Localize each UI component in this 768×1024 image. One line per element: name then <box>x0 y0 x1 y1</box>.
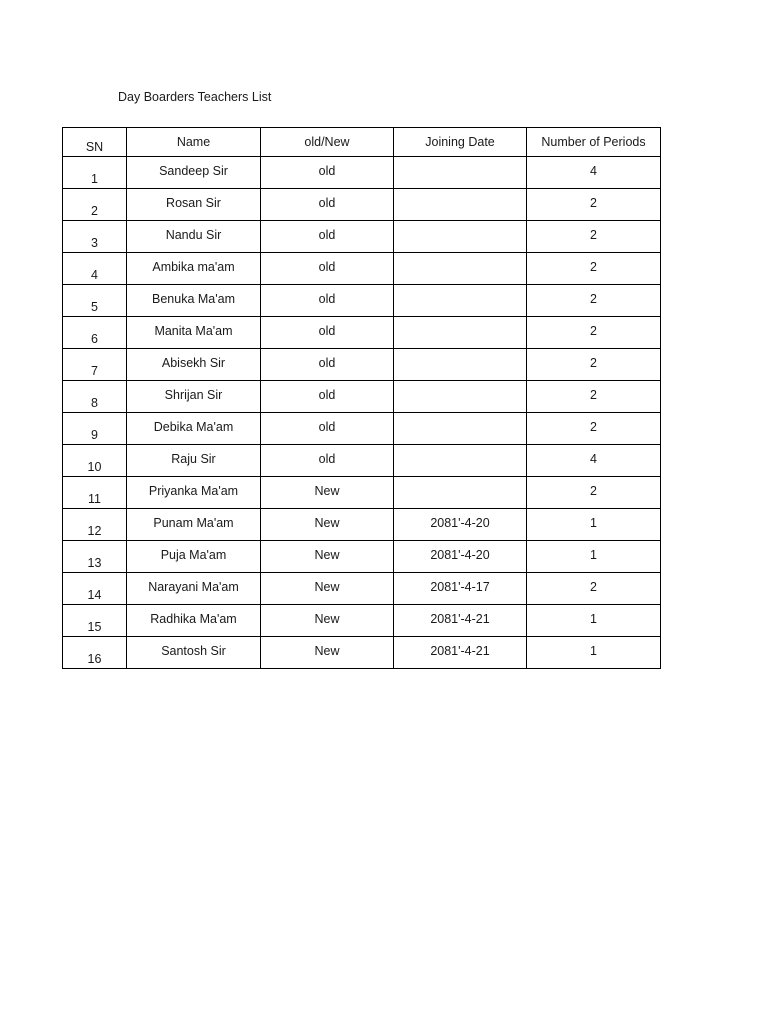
table-header-row <box>63 128 661 157</box>
cell-sn: 2 <box>63 189 127 221</box>
header-name: Name <box>127 128 261 157</box>
cell-periods: 4 <box>527 445 661 477</box>
cell-joining-date: 2081'-4-20 <box>394 509 527 541</box>
cell-sn: 12 <box>63 509 127 541</box>
cell-name: Rosan Sir <box>127 189 261 221</box>
cell-name: Santosh Sir <box>127 637 261 669</box>
cell-name: Nandu Sir <box>127 221 261 253</box>
cell-name: Puja Ma'am <box>127 541 261 573</box>
cell-status: old <box>261 189 394 221</box>
cell-joining-date <box>394 477 527 509</box>
cell-name: Punam Ma'am <box>127 509 261 541</box>
cell-status: old <box>261 381 394 413</box>
teachers-table <box>62 127 661 669</box>
cell-name: Benuka Ma'am <box>127 285 261 317</box>
cell-name: Raju Sir <box>127 445 261 477</box>
cell-sn: 7 <box>63 349 127 381</box>
cell-periods: 2 <box>527 189 661 221</box>
table-row <box>63 541 661 573</box>
document-title: Day Boarders Teachers List <box>118 90 272 104</box>
table-row <box>63 349 661 381</box>
header-sn: SN <box>63 128 127 157</box>
cell-name: Debika Ma'am <box>127 413 261 445</box>
cell-periods: 2 <box>527 477 661 509</box>
cell-periods: 2 <box>527 381 661 413</box>
cell-status: New <box>261 509 394 541</box>
table-row <box>63 381 661 413</box>
cell-status: New <box>261 573 394 605</box>
cell-sn: 14 <box>63 573 127 605</box>
cell-sn: 1 <box>63 157 127 189</box>
cell-status: New <box>261 605 394 637</box>
header-periods: Number of Periods <box>527 128 661 157</box>
table-row <box>63 189 661 221</box>
table-row <box>63 477 661 509</box>
cell-status: New <box>261 477 394 509</box>
cell-joining-date <box>394 157 527 189</box>
cell-name: Ambika ma'am <box>127 253 261 285</box>
cell-joining-date: 2081'-4-17 <box>394 573 527 605</box>
table-row <box>63 221 661 253</box>
cell-sn: 3 <box>63 221 127 253</box>
cell-periods: 2 <box>527 413 661 445</box>
cell-status: New <box>261 541 394 573</box>
cell-periods: 2 <box>527 285 661 317</box>
cell-status: old <box>261 285 394 317</box>
cell-sn: 15 <box>63 605 127 637</box>
cell-sn: 9 <box>63 413 127 445</box>
cell-periods: 2 <box>527 317 661 349</box>
cell-name: Sandeep Sir <box>127 157 261 189</box>
cell-joining-date <box>394 349 527 381</box>
table-row <box>63 253 661 285</box>
table-row <box>63 445 661 477</box>
header-status: old/New <box>261 128 394 157</box>
cell-periods: 2 <box>527 349 661 381</box>
cell-status: old <box>261 445 394 477</box>
cell-status: old <box>261 317 394 349</box>
cell-sn: 13 <box>63 541 127 573</box>
cell-periods: 2 <box>527 221 661 253</box>
cell-periods: 2 <box>527 253 661 285</box>
cell-periods: 1 <box>527 637 661 669</box>
cell-sn: 6 <box>63 317 127 349</box>
cell-sn: 4 <box>63 253 127 285</box>
cell-joining-date <box>394 285 527 317</box>
cell-name: Narayani Ma'am <box>127 573 261 605</box>
cell-joining-date: 2081'-4-21 <box>394 637 527 669</box>
cell-sn: 5 <box>63 285 127 317</box>
cell-periods: 1 <box>527 541 661 573</box>
cell-joining-date: 2081'-4-21 <box>394 605 527 637</box>
cell-sn: 11 <box>63 477 127 509</box>
table-row <box>63 605 661 637</box>
table-row <box>63 509 661 541</box>
cell-sn: 8 <box>63 381 127 413</box>
cell-status: New <box>261 637 394 669</box>
cell-status: old <box>261 349 394 381</box>
cell-periods: 2 <box>527 573 661 605</box>
table-row <box>63 285 661 317</box>
cell-status: old <box>261 157 394 189</box>
cell-status: old <box>261 413 394 445</box>
cell-name: Radhika Ma'am <box>127 605 261 637</box>
table-row <box>63 573 661 605</box>
cell-joining-date <box>394 221 527 253</box>
cell-status: old <box>261 253 394 285</box>
cell-name: Manita Ma'am <box>127 317 261 349</box>
cell-periods: 1 <box>527 605 661 637</box>
table-row <box>63 413 661 445</box>
cell-joining-date <box>394 381 527 413</box>
cell-periods: 1 <box>527 509 661 541</box>
cell-status: old <box>261 221 394 253</box>
cell-name: Shrijan Sir <box>127 381 261 413</box>
table-row <box>63 317 661 349</box>
cell-joining-date <box>394 317 527 349</box>
table-row <box>63 157 661 189</box>
cell-joining-date <box>394 189 527 221</box>
cell-sn: 10 <box>63 445 127 477</box>
cell-joining-date <box>394 413 527 445</box>
cell-joining-date <box>394 253 527 285</box>
table-row <box>63 637 661 669</box>
cell-name: Priyanka Ma'am <box>127 477 261 509</box>
cell-joining-date <box>394 445 527 477</box>
cell-name: Abisekh Sir <box>127 349 261 381</box>
header-joining-date: Joining Date <box>394 128 527 157</box>
cell-periods: 4 <box>527 157 661 189</box>
cell-sn: 16 <box>63 637 127 669</box>
cell-joining-date: 2081'-4-20 <box>394 541 527 573</box>
